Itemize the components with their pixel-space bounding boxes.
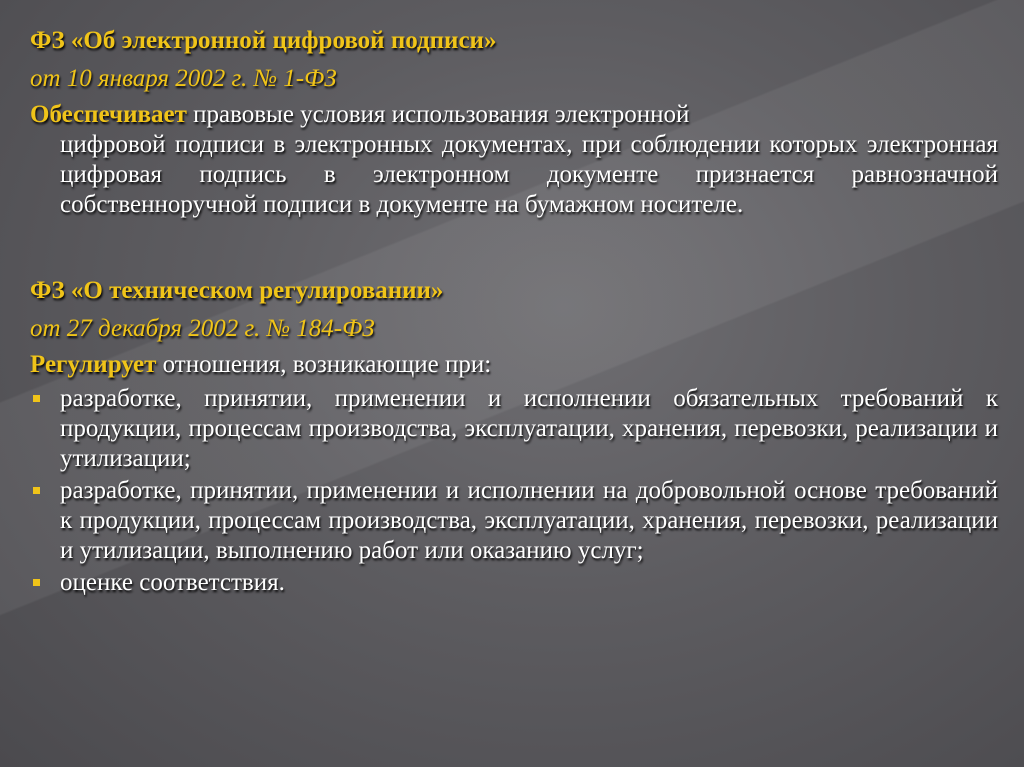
- slide-content: [30, 22, 998, 600]
- law-date-technical-regulation: от 27 декабря 2002 г. № 184-ФЗ: [30, 315, 375, 342]
- list-item-text: разработке, принятии, применении и исполнении обязательных требований к продукции, процессам производства, эксплуатации, хранения, перевозки, реализации и утилизации;: [60, 385, 998, 472]
- bullet-list: [30, 384, 998, 598]
- description-text: отношения, возникающие при:: [156, 351, 492, 378]
- list-item-text: оценке соответствия.: [60, 569, 285, 596]
- section-technical-regulation: [30, 272, 998, 598]
- list-item: [30, 568, 998, 598]
- list-item: [30, 476, 998, 566]
- law-description-continuation: цифровой подписи в электронных документах, при соблюдении которых электронная цифровая подпись в электронном документе признается равнозначной собственноручной подписи в документе на бумажном носителе.: [60, 131, 998, 218]
- lead-word: Обеспечивает: [30, 101, 187, 128]
- law-date-digital-signature: от 10 января 2002 г. № 1-ФЗ: [30, 65, 337, 92]
- description-text: правовые условия использования электронной: [186, 101, 690, 128]
- law-description-technical-regulation: [30, 350, 998, 380]
- square-bullet-icon: [33, 579, 40, 586]
- list-item: [30, 384, 998, 474]
- list-item-text: разработке, принятии, применении и исполнении на добровольной основе требований к продукции, процессам производства, эксплуатации, хранения, перевозки, реализации и утилизации, выполнению работ или оказанию услуг;: [60, 477, 998, 564]
- square-bullet-icon: [33, 395, 40, 402]
- square-bullet-icon: [33, 487, 40, 494]
- law-title-technical-regulation: ФЗ «О техническом регулировании»: [30, 277, 444, 304]
- law-description-digital-signature: [30, 100, 998, 130]
- law-title-digital-signature: ФЗ «Об электронной цифровой подписи»: [30, 27, 497, 54]
- lead-word: Регулирует: [30, 351, 157, 378]
